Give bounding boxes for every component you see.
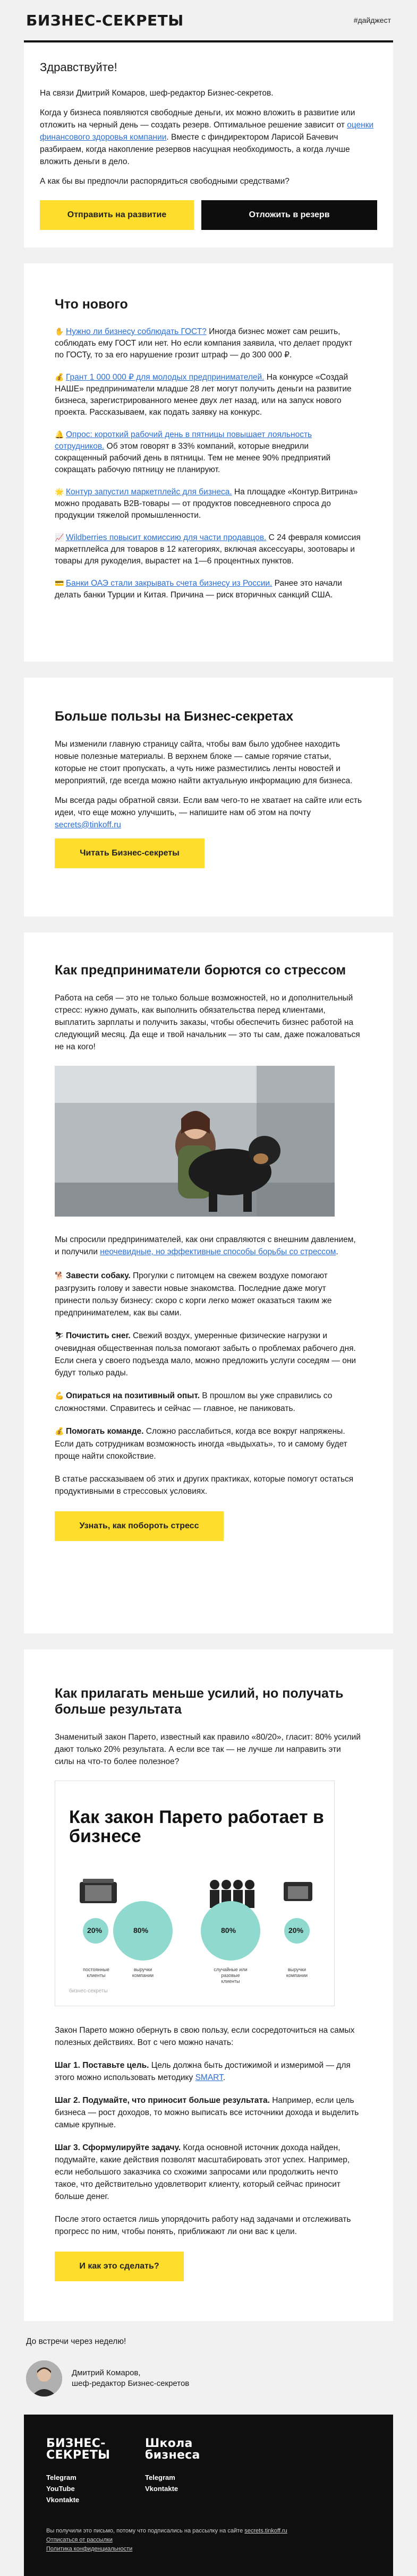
dog-icon: 🐕 (55, 1272, 64, 1280)
stress-card (24, 932, 393, 1633)
news-title: Что нового (55, 297, 128, 312)
vkontakte-link[interactable]: Vkontakte (46, 2496, 80, 2504)
stress-tip: 💪 Опираться на позитивный опыт. В прошлом вы уже справились со сложностями. Справитесь и сейчас — главное, не паниковать. (55, 1391, 333, 1413)
raised-hand-icon: ✋ (55, 328, 64, 336)
save-to-reserve-button[interactable]: Отложить в резерв (201, 200, 377, 230)
pareto-infographic (55, 1781, 335, 2006)
news-item: 🌟 Контур запустил маркетплейс для бизнеса. На площадке «Контур.Витрина» можно продавать B2B-товары — от продуктов повседневного спроса до продукции тяжелой промышленности. (55, 487, 358, 520)
more-paragraph-1: Мы изменили главную страницу сайта, чтобы вам было удобнее находить новые полезные материалы. В верхнем блоке — самые горячие статьи, которые не стоит пропускать, а чуть ниже разместились ленты новостей и мероприятий, где всегда можно найти актуальную информацию для бизнеса. (55, 740, 353, 785)
pareto-paragraph-1: Знаменитый закон Парето, известный как правило «80/20», гласит: 80% усилий дают только 20% результата. А если все так — не лучше ли направить эти силы на что-то более полезное? (55, 1733, 361, 1766)
telegram-link[interactable]: Telegram (145, 2474, 175, 2481)
right-small-pct: 20% (288, 1926, 304, 1935)
bell-icon: 🔔 (55, 431, 64, 439)
brand-logo[interactable]: БИЗНЕС-СЕКРЕТЫ (26, 11, 184, 29)
infographic-footer: бизнес-секреты (69, 1988, 108, 1994)
news-item: ✋ Нужно ли бизнесу соблюдать ГОСТ? Иногда бизнес может сам решить, соблюдать ему ГОСТ или нет. Но если компания заявила, что делает продукт по ГОСТу, то за его нарушение грозит штраф — до 300 000 ₽. (55, 327, 353, 360)
unsubscribe-link[interactable]: Отписаться от рассылки (46, 2537, 113, 2543)
pareto-paragraph-3: После этого остается лишь упорядочить работу над задачами и отслеживать прогресс по ним, чтобы понять, приближают ли они вас к цели. (55, 2215, 351, 2236)
right-big-label: случайные или разовые клиенты (214, 1967, 248, 1984)
youtube-link[interactable]: YouTube (46, 2485, 75, 2493)
news-link[interactable]: Wildberries повысит комиссию для части продавцов. (66, 533, 267, 542)
send-to-development-button[interactable]: Отправить на развитие (40, 200, 194, 230)
left-small-pct: 20% (87, 1926, 103, 1935)
secrets-email-link[interactable]: secrets@tinkoff.ru (55, 820, 121, 829)
more-paragraph-2: Мы всегда рады обратной связи. Если вам чего-то не хватает на сайте или есть идеи, что еще можно улучшить, — напишите нам об этом на почту secrets@tinkoff.ru (55, 796, 362, 829)
left-big-pct: 80% (133, 1926, 149, 1935)
money-bag-icon: 💰 (55, 373, 64, 382)
stress-methods-link[interactable]: неочевидные, но эффективные способы борьбы со стрессом (100, 1247, 336, 1256)
telegram-link[interactable]: Telegram (46, 2474, 76, 2481)
more-title: Больше пользы на Бизнес-секретах (55, 709, 294, 724)
author-avatar (26, 2360, 62, 2397)
pareto-step: Шаг 2. Подумайте, что приносит больше результата. Например, если цель бизнеса — рост доходов, то можно выписать все источники дохода и выделить самые крупные. (55, 2096, 359, 2129)
right-small-label: выручки компании (286, 1967, 308, 1978)
news-link[interactable]: Опрос: короткий рабочий день в пятницы повышает лояльность сотрудников. (55, 430, 312, 451)
greeting: Здравствуйте! (40, 61, 117, 74)
news-item: 💰 Грант 1 000 000 ₽ для молодых предпринимателей. На конкурсе «Создай НАШЕ» предприниматели младше 28 лет могут получить деньги на развитие бизнеса, зарегистрированного менее двух лет назад, или на запуск нового проекта. Рассказываем, как подать заявку на конкурс. (55, 373, 352, 417)
school-social-links (145, 2472, 214, 2505)
infographic-title: Как закон Парето работает в бизнесе (69, 1807, 324, 1846)
author-name: Дмитрий Комаров, (72, 2368, 141, 2377)
author-block (24, 2360, 393, 2415)
stress-tip: 🐕 Завести собаку. Прогулки с питомцем на свежем воздухе помогают разгрузить голову и завести новые знакомства. Последние даже могут принести пользу бизнесу: скоро с корги легко может оказаться таким же предпринимателем, как вы сами. (55, 1271, 332, 1317)
footer-secrets-logo[interactable]: БИЗНЕС- СЕКРЕТЫ (46, 2437, 110, 2462)
news-item: 💳 Банки ОАЭ стали закрывать счета бизнесу из России. Ранее это начали делать банки Турции и Китая. Причина — риск вторичных санкций США. (55, 579, 342, 600)
beat-stress-button[interactable]: Узнать, как побороть стресс (55, 1511, 224, 1541)
smart-link[interactable]: SMART (195, 2073, 223, 2082)
news-list (55, 326, 362, 601)
author-role: шеф-редактор Бизнес-секретов (72, 2379, 190, 2388)
news-link[interactable]: Грант 1 000 000 ₽ для молодых предпринимателей. (66, 373, 265, 382)
muscle-icon: 💪 (55, 1392, 64, 1400)
coin-stack-right (284, 1882, 312, 1901)
news-link[interactable]: Контур запустил маркетплейс для бизнеса. (66, 487, 232, 497)
stress-title: Как предприниматели борются со стрессом (55, 963, 346, 978)
more-value-card (24, 678, 393, 917)
intro-paragraph-2: Когда у бизнеса появляются свободные деньги, их можно вложить в развитие или отложить на черный день — создать резерв. Оптимальное решение зависит от оценки финансового здоровья компании. Вместе с финдиректором Ларисой Бачевич разбираем, когда накопление резервов насущная необходимость, а когда лучше вложить деньги в дело. (40, 108, 374, 166)
privacy-policy-link[interactable]: Политика конфиденциальности (46, 2546, 133, 2552)
news-item: 🔔 Опрос: короткий рабочий день в пятницы повышает лояльность сотрудников. Об этом говорят в 33% компаний, которые внедрили сокращенный рабочий день в пятницы. Тем не менее 90% предприятий сокращать рабочую пятницу не планируют. (55, 430, 331, 474)
right-big-pct: 80% (221, 1926, 236, 1935)
intro-question: А как бы вы предпочли распорядиться свободными средствами? (40, 177, 290, 186)
skier-icon: ⛷ (55, 1332, 64, 1340)
intro-paragraph-1: На связи Дмитрий Комаров, шеф-редактор Бизнес-секретов. (40, 89, 274, 98)
pareto-step: Шаг 1. Поставьте цель. Цель должна быть достижимой и измеримой — для этого можно использовать методику SMART. (55, 2061, 351, 2082)
footer-note: Вы получили это письмо, потому что подписались на рассылку на сайте secrets.tinkoff.ru Отписаться от рассылки Политика конфиденциальности (46, 2528, 287, 2552)
stress-paragraph-1: Работа на себя — это не только больше возможностей, но и дополнительный стресс: нужно думать, как выполнить обязательства перед клиентами, выплатить зарплаты и получить заказы, чтобы обеспечить бизнес работой на следующий месяц. Да еще и твой начальник — это ты сам, даже пожаловаться не на кого! (55, 994, 360, 1051)
how-to-do-it-button[interactable]: И как это сделать? (55, 2252, 184, 2281)
site-link[interactable]: secrets.tinkoff.ru (244, 2528, 287, 2534)
stress-tip: ⛷ Почистить снег. Свежий воздух, умеренные физические нагрузки и очевидная общественная польза помогают забыть о проблемах рабочего дня. Если снега у своего подъезда мало, можно предложить услуги соседям — они будут только рады. (55, 1331, 356, 1377)
stress-paragraph-2: Мы спросили предпринимателей, как они справляются с внешним давлением, и получили неочевидные, но эффективные способы борьбы со стрессом. (55, 1235, 356, 1256)
woman-with-dog-photo (55, 1066, 335, 1217)
news-card (24, 263, 393, 662)
footer-school-logo[interactable]: Школа бизнеса (145, 2437, 200, 2462)
news-item: 📈 Wildberries повысит комиссию для части продавцов. С 24 февраля комиссия маркетплейса для товаров в 12 категориях, включая аксессуары, зоотовары и товары для рукоделия, вырастет на 1—6 процентных пунктов. (55, 533, 361, 566)
read-business-secrets-button[interactable]: Читать Бизнес-секреты (55, 838, 205, 868)
left-big-label: выручки компании (132, 1967, 154, 1978)
vote-buttons (40, 200, 377, 230)
left-small-label: постоянные клиенты (83, 1967, 109, 1978)
vkontakte-link[interactable]: Vkontakte (145, 2485, 178, 2493)
star-icon: 🌟 (55, 488, 64, 497)
photo-illustration (55, 1066, 335, 1217)
email-footer (24, 2415, 393, 2576)
pareto-step: Шаг 3. Сформулируйте задачу. Когда основной источник дохода найден, подумайте, какие действия позволят масштабировать этот успех. Например, если небольшого заказчика со схожими запросами или продолжить нечто такое, что действительно удовлетворит клиенту, который сейчас приносит больше денег. (55, 2143, 350, 2201)
pareto-paragraph-2: Закон Парето можно обернуть в свою пользу, если сосредоточиться на самых полезных действиях. Вот с чего можно начать: (55, 2026, 355, 2047)
news-link[interactable]: Банки ОАЭ стали закрывать счета бизнесу из России. (66, 579, 273, 588)
financial-health-link[interactable]: оценки финансового здоровья компании (40, 121, 374, 142)
stress-paragraph-3: В статье рассказываем об этих и других практиках, которые помогут остаться продуктивными в стрессовых условиях. (55, 1475, 354, 1496)
credit-card-icon: 💳 (55, 579, 64, 588)
chart-up-icon: 📈 (55, 534, 64, 542)
money-bag-icon: 💰 (55, 1427, 64, 1436)
coin-stack-left (80, 1879, 117, 1903)
secrets-social-links (46, 2472, 115, 2505)
signoff-text: До встречи через неделю! (26, 2337, 126, 2346)
pareto-card (24, 1649, 393, 2321)
pareto-title: Как прилагать меньше усилий, но получать больше результата (55, 1686, 344, 1717)
digest-tag: #дайджест (353, 16, 391, 24)
news-link[interactable]: Нужно ли бизнесу соблюдать ГОСТ? (66, 327, 207, 336)
stress-tip: 💰 Помогать команде. Сложно расслабиться, когда все вокруг напряжены. Если дать сотрудникам возможность иногда «выдыхать», то и самому будет проще найти спокойствие. (55, 1427, 347, 1461)
email-header (24, 0, 393, 40)
intro-card (24, 40, 393, 247)
